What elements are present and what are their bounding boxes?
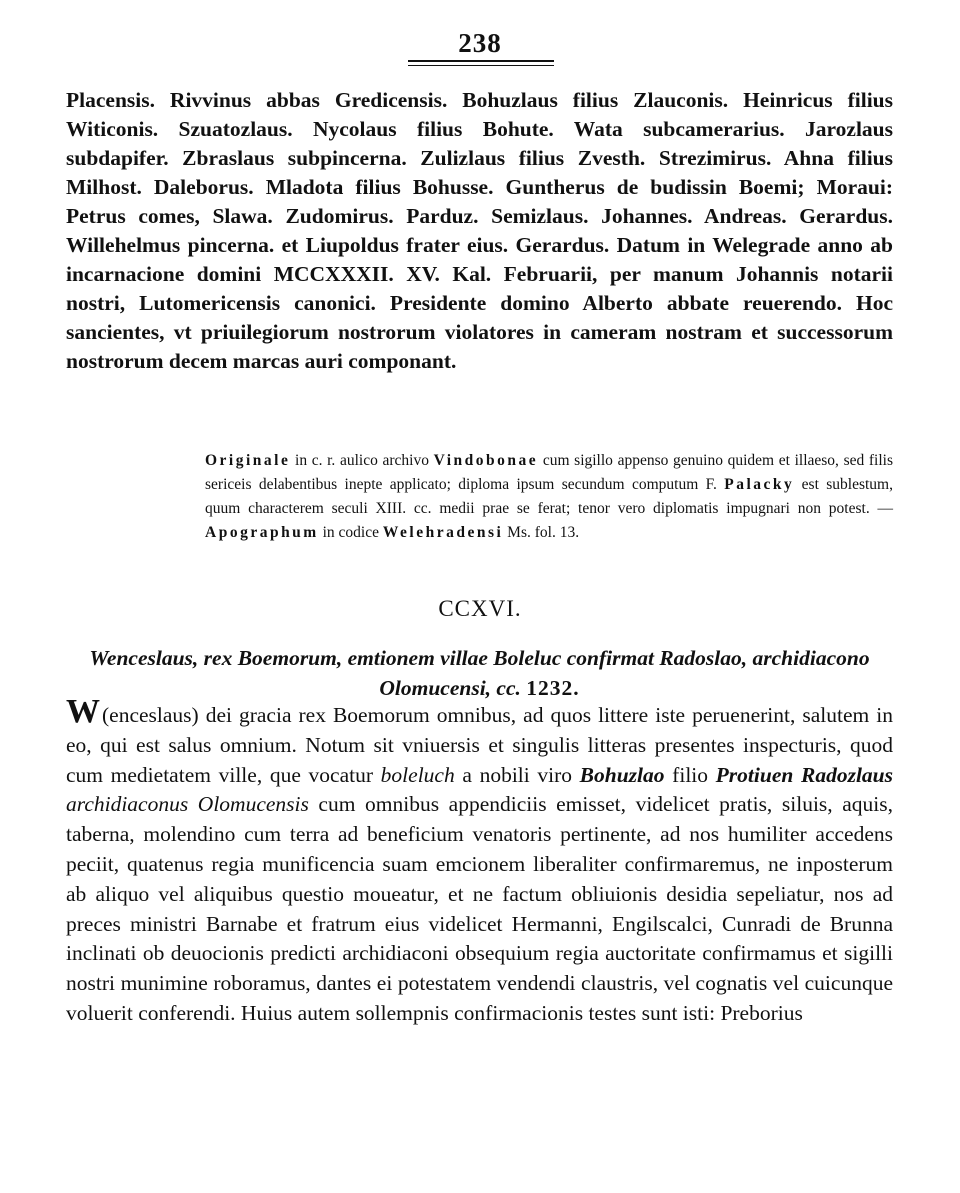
source-note-text-2: cum sigillo appenso genuino quidem et illaeso, sed filis sericeis delabentibus inepte applicato; diploma ipsum secundum computum F. xyxy=(205,452,893,493)
charter-text-1: (enceslaus) dei gracia rex Boemorum omnibus, ad quos littere iste peruenerint, salutem in eo, qui est salus omnium. Notum sit vniuersis et singulis litteras presentes inspecturis, quod cum medietatem ville, que vocatur xyxy=(66,703,893,787)
charter-text-3: filio xyxy=(664,762,716,787)
source-note-text-5: Ms. fol. 13. xyxy=(503,524,580,541)
source-note-text-1: in c. r. aulico archivo xyxy=(290,452,434,469)
previous-charter-closing-text: Placensis. Rivvinus abbas Gredicensis. Bohuzlaus filius Zlauconis. Heinricus filius Witiconis. Szuatozlaus. Nycolaus filius Bohute. Wata subcamerarius. Jarozlaus subdapifer. Zbraslaus subpincerna. Zulizlaus filius Zvesth. Strezimirus. Ahna filius Milhost. Daleborus. Mladota filius Bohusse. Guntherus de budissin Boemi; Moraui: Petrus comes, Slawa. Zudomirus. Parduz. Semizlaus. Johannes. Andreas. Gerardus. Willehelmus pincerna. et Liupoldus frater eius. Gerardus. Datum in Welegrade anno ab incarnacione domini MCCXXXII. XV. Kal. Februarii, per manum Johannis notarii nostri, Lutomericensis canonici. Presidente domino Alberto abbate reuerendo. Hoc sancientes, vt priuilegiorum nostrorum violatores in cameram nostram et successorum nostrorum decem marcas auri componant. xyxy=(66,88,893,373)
source-note-vindobonae: Vindobonae xyxy=(433,452,539,469)
charter-number: CCXVI. xyxy=(438,596,522,621)
source-note-text-4: in codice xyxy=(318,524,383,541)
source-note xyxy=(205,449,893,545)
header-rule-bottom xyxy=(408,65,554,66)
person-name-protiuen: Protiuen xyxy=(715,762,794,787)
page-number: 238 xyxy=(458,28,502,58)
title-archidiaconus: archidiaconus Olomucensis xyxy=(66,792,309,817)
charter-text-6: cum omnibus appendiciis emisset, videlicet pratis, siluis, aquis, taberna, molendino cum terra ad beneficium venatoris pertinente, ad nos humiliter accedens peciit, quatenus regia munificencia suam emcionem liberaliter confirmaremus, ne inposterum ab aliquo vel aliquibus questio moueatur, et ne factum obliuionis desidia sepeliatur, nos ad preces ministri Barnabe et fratrum eius videlicet Hermanni, Engilscalci, Cunradi de Brunna inclinati ob deuocionis predicti archidiaconi obsequium regia auctoritate confirmamus et sigilli nostri munimine roboramus, dantes ei potestatem vendendi claustris, vel cognatis vel cuicunque voluerit conferendi. Huius autem sollempnis confirmacionis testes sunt isti: Preborius xyxy=(66,792,893,1025)
charter-summary: Wenceslaus, rex Boemorum, emtionem villae Boleluc confirmat Radoslao, archidiacono Olomucensi, cc. xyxy=(89,646,870,700)
source-note-welehradensi: Welehradensi xyxy=(382,524,504,541)
person-name-bohuzlao: Bohuzlao xyxy=(579,762,665,787)
charter-summary-heading xyxy=(66,643,893,703)
source-note-apographum: Apographum xyxy=(205,524,319,541)
charter-text-2: a nobili viro xyxy=(454,762,580,787)
charter-year: 1232. xyxy=(526,676,580,700)
charter-text-4 xyxy=(793,763,801,787)
charter-body-text xyxy=(66,693,893,1029)
source-note-originale: Originale xyxy=(205,452,291,469)
source-note-palacky: Palacky xyxy=(724,476,795,493)
person-name-radozlaus: Radozlaus xyxy=(800,762,893,787)
place-name-boleluch: boleluch xyxy=(380,762,455,787)
source-note-text-3: est sublestum, quum characterem seculi XIII. cc. medii prae se ferat; tenor vero diplomatis impugnari non potest. — xyxy=(205,476,893,517)
charter-initial: W xyxy=(66,693,100,730)
header-rule-top xyxy=(408,60,554,62)
